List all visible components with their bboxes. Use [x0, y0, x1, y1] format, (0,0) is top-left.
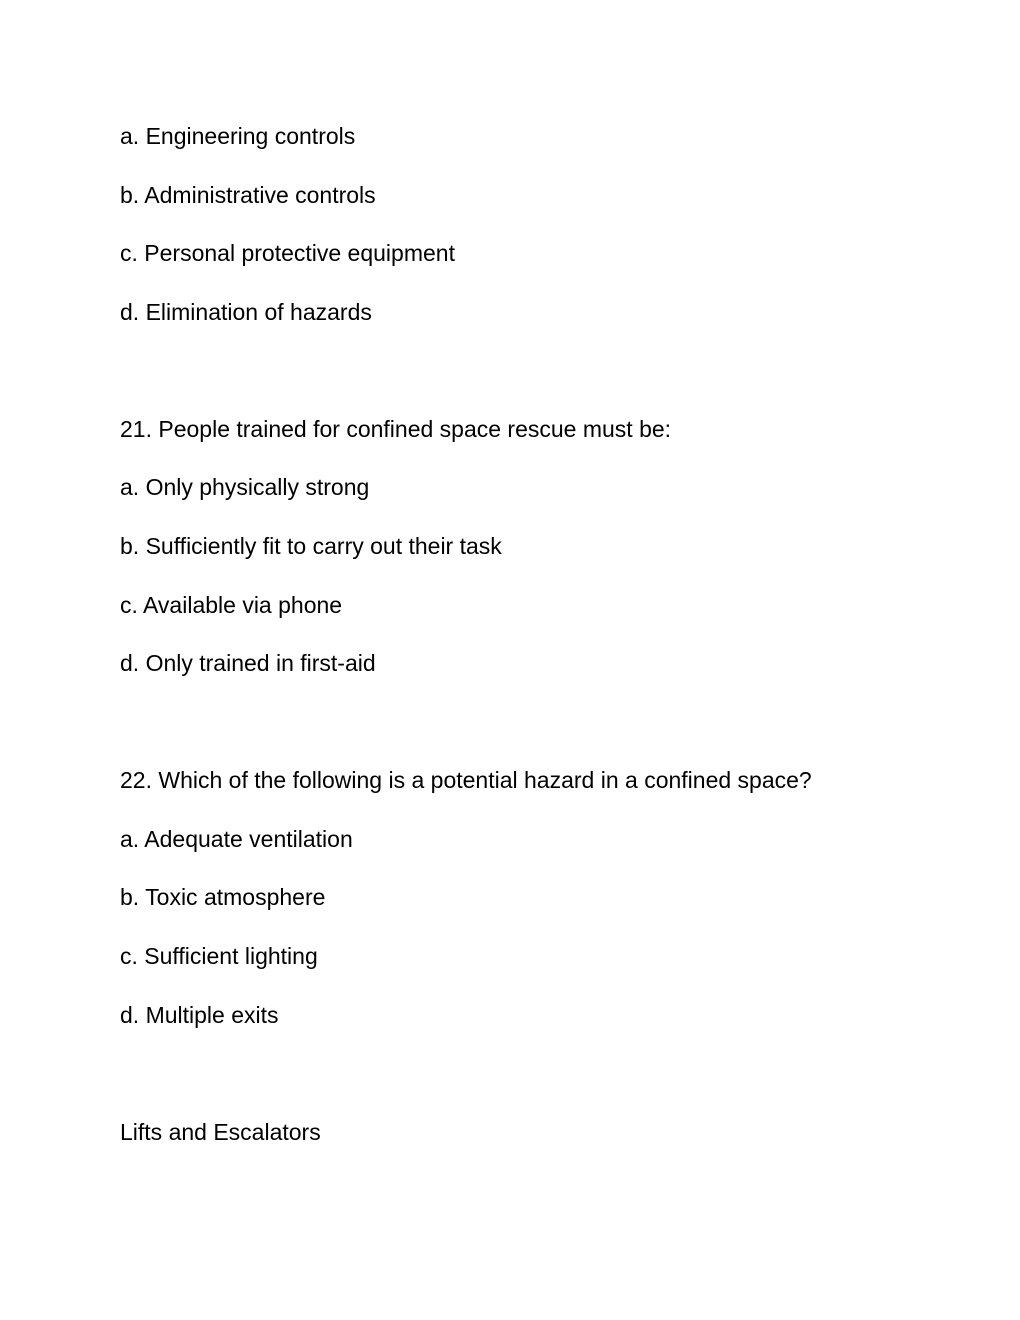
question-22-option-a: a. Adequate ventilation: [120, 826, 353, 852]
question-22-option-c: c. Sufficient lighting: [120, 943, 318, 969]
question-21-option-c: c. Available via phone: [120, 592, 343, 618]
option-a: a. Engineering controls: [120, 123, 356, 149]
section-heading: Lifts and Escalators: [120, 1119, 321, 1145]
question-21-option-b: b. Sufficiently fit to carry out their task: [120, 533, 502, 559]
question-22-option-d: d. Multiple exits: [120, 1002, 279, 1028]
question-21-option-d: d. Only trained in first-aid: [120, 650, 376, 676]
question-22-text: 22. Which of the following is a potential hazard in a confined space?: [120, 767, 812, 793]
option-b: b. Administrative controls: [120, 182, 376, 208]
question-21-option-a: a. Only physically strong: [120, 474, 370, 500]
option-d: d. Elimination of hazards: [120, 299, 372, 325]
question-21-text: 21. People trained for confined space rescue must be:: [120, 416, 672, 442]
option-c: c. Personal protective equipment: [120, 240, 455, 266]
question-22-option-b: b. Toxic atmosphere: [120, 884, 326, 910]
